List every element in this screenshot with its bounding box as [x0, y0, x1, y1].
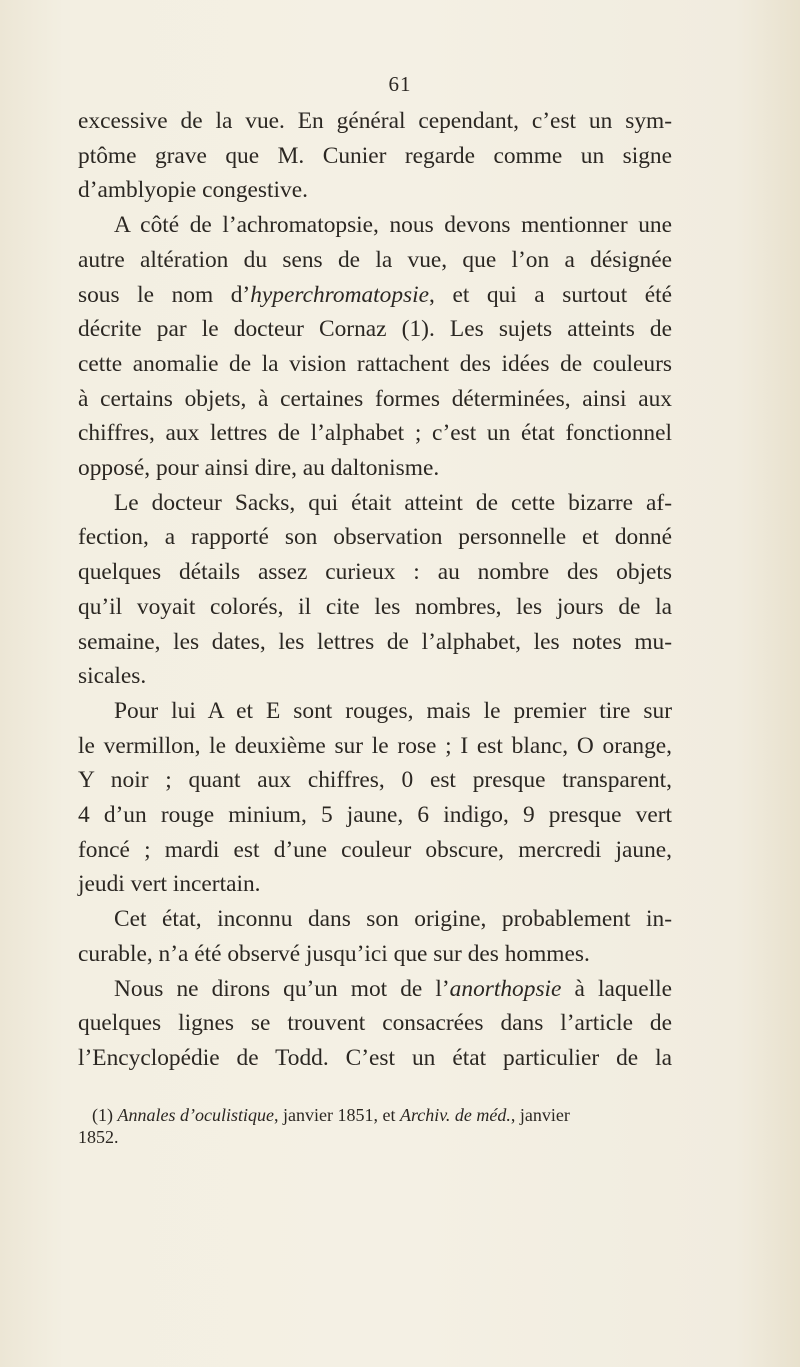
text-line: excessive de la vue. En général cependant, c’est un sym- [78, 108, 672, 134]
text-segment: Nous ne dirons qu’un mot de l’ [114, 975, 450, 1002]
text-line: Y noir ; quant aux chiffres, 0 est presque transparent, [78, 767, 672, 794]
paragraph-4 [78, 694, 672, 902]
footnote-journal: Annales d’oculistique [117, 1105, 274, 1125]
text-segment: à laquelle [561, 975, 672, 1002]
text-line: l’Encyclopédie de Todd. C’est un état particulier de la [78, 1044, 672, 1071]
paragraph-6 [78, 972, 672, 1076]
paragraph-3 [78, 486, 672, 694]
footnote-text: , janvier [510, 1105, 570, 1125]
text-line: 4 d’un rouge minium, 5 jaune, 6 indigo, 9 presque vert [78, 802, 672, 829]
text-line: ptôme grave que M. Cunier regarde comme un signe [78, 142, 672, 169]
text-line: Pour lui A et E sont rouges, mais le premier tire sur [114, 697, 672, 724]
text-line-with-italic [78, 972, 672, 1007]
text-line: décrite par le docteur Cornaz (1). Les sujets atteints de [78, 316, 672, 343]
text-line: Le docteur Sacks, qui était atteint de cette bizarre af- [114, 489, 672, 516]
text-line: quelques détails assez curieux : au nombre des objets [78, 559, 672, 586]
italic-term: hyperchromatopsie [250, 281, 430, 308]
paragraph-1 [78, 104, 672, 208]
text-line: qu’il voyait colorés, il cite les nombres, les jours de la [78, 593, 672, 620]
text-line: semaine, les dates, les lettres de l’alphabet, les notes mu- [78, 628, 672, 655]
text-line: autre altération du sens de la vue, que l’on a désignée [78, 246, 672, 273]
text-line: le vermillon, le deuxième sur le rose ; I est blanc, O orange, [78, 732, 672, 759]
footnote [78, 1104, 672, 1148]
text-segment: , et qui a surtout été [429, 281, 672, 308]
text-line: d’amblyopie congestive. [78, 177, 308, 204]
text-line: jeudi vert incertain. [78, 871, 261, 898]
page-number: 61 [388, 72, 412, 96]
text-line: à certains objets, à certaines formes déterminées, ainsi aux [78, 385, 672, 412]
text-line: Cet état, inconnu dans son origine, probablement in- [114, 906, 672, 933]
text-line: foncé ; mardi est d’une couleur obscure, mercredi jaune, [78, 836, 672, 863]
text-line: A côté de l’achromatopsie, nous devons mentionner une [114, 212, 672, 239]
body-text [78, 104, 672, 1076]
text-line-with-italic [78, 278, 672, 313]
paragraph-5 [78, 902, 672, 971]
text-line: sicales. [78, 663, 147, 690]
text-line: chiffres, aux lettres de l’alphabet ; c’est un état fonctionnel [78, 420, 672, 447]
footnote-marker: (1) [92, 1105, 118, 1125]
footnote-journal: Archiv. de méd. [399, 1105, 511, 1125]
footnote-year: 1852. [78, 1127, 119, 1147]
text-line: curable, n’a été observé jusqu’ici que sur des hommes. [78, 940, 590, 967]
paragraph-2 [78, 208, 672, 486]
text-line: quelques lignes se trouvent consacrées dans l’article de [78, 1010, 672, 1037]
text-line: fection, a rapporté son observation personnelle et donné [78, 524, 672, 551]
footnote-line [78, 1104, 672, 1126]
text-line: opposé, pour ainsi dire, au daltonisme. [78, 455, 440, 482]
text-line: cette anomalie de la vision rattachent des idées de couleurs [78, 350, 672, 377]
italic-term: anorthopsie [449, 975, 562, 1002]
footnote-text: , janvier 1851, et [273, 1105, 400, 1125]
text-segment: sous le nom d’ [78, 281, 251, 308]
